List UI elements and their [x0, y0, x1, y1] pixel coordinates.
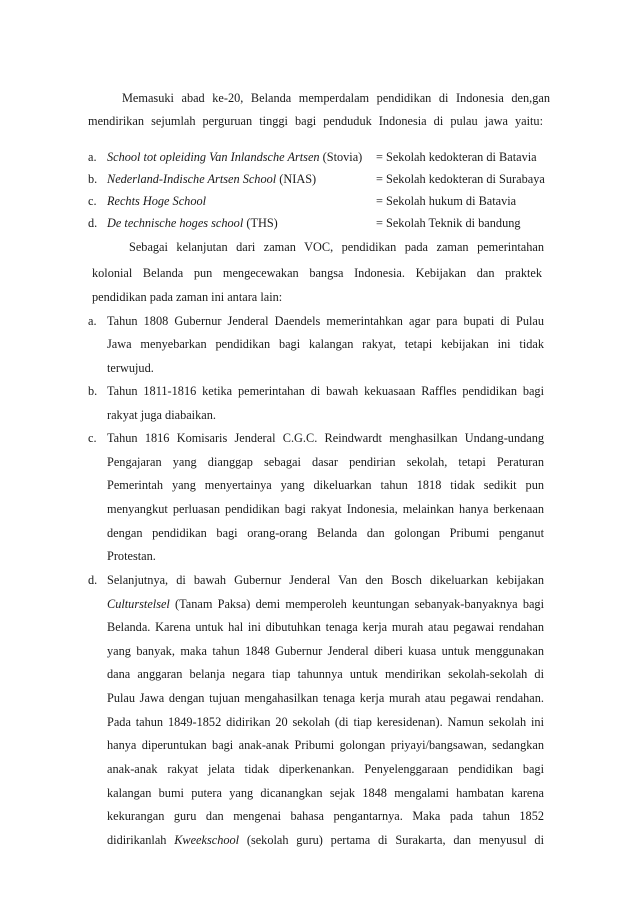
point-d-line — [107, 597, 544, 612]
kweekschool-term: Kweekschool — [174, 833, 240, 847]
point-d-line: Pada tahun 1849-1852 didirikan 20 sekolah (di tiap keresidenan). Namun sekolah ini — [107, 715, 544, 729]
point-d-line-rest: (Tanam Paksa) demi memperoleh keuntungan sebanyak-banyaknya bagi — [169, 597, 544, 611]
para2-line-1: Sebagai kelanjutan dari zaman VOC, pendidikan pada zaman pemerintahan — [129, 240, 544, 254]
list-label: d. — [88, 573, 98, 587]
school-abbr: (NIAS) — [279, 172, 317, 186]
school-name-italic: De technische hoges school — [107, 216, 244, 230]
school-desc: = Sekolah Teknik di bandung — [376, 216, 521, 230]
point-d-line: kekurangan guru dan mengenai bahasa pengantarnya. Maka pada tahun 1852 — [107, 809, 544, 823]
school-name-italic: Nederland-Indische Artsen School — [107, 172, 277, 186]
list-label: a. — [88, 150, 97, 164]
point-c-line: dengan pendidikan bagi orang-orang Belanda dan golongan Pribumi penganut — [107, 526, 544, 540]
school-desc: = Sekolah kedokteran di Surabaya — [376, 172, 545, 186]
point-d-line: yang banyak, maka tahun 1848 Gubernur Jenderal diberi kuasa untuk menggunakan — [107, 644, 544, 658]
point-d-line: anak-anak rakyat jelata tidak diperkenankan. Penyelenggaraan pendidikan bagi — [107, 762, 544, 776]
school-name — [107, 172, 316, 187]
point-c-line: menyangkut perluasan pendidikan bagi rakyat Indonesia, melainkan hanya berkenaan — [107, 502, 544, 516]
school-name — [107, 150, 362, 165]
school-name-italic: School tot opleiding Van Inlandsche Artsen — [107, 150, 320, 164]
point-d-line: Belanda. Karena untuk hal ini dibutuhkan tenaga kerja murah atau pegawai rendahan — [107, 620, 544, 634]
para2-line-2: kolonial Belanda pun mengecewakan bangsa Indonesia. Kebijakan dan praktek — [92, 266, 542, 280]
point-b-line: Tahun 1811-1816 ketika pemerintahan di bawah kekuasaan Raffles pendidikan bagi — [107, 384, 544, 398]
culturstelsel-term: Culturstelsel — [107, 597, 170, 611]
point-a-line: Jawa menyebarkan pendidikan bagi kalangan rakyat, tetapi kebijakan ini tidak — [107, 337, 544, 351]
point-d-line — [107, 833, 544, 848]
list-label: d. — [88, 216, 98, 230]
point-d-line: Selanjutnya, di bawah Gubernur Jenderal Van den Bosch dikeluarkan kebijakan — [107, 573, 544, 587]
point-d-last-pre: didirikanlah — [107, 833, 175, 847]
school-desc: = Sekolah kedokteran di Batavia — [376, 150, 537, 164]
point-d-line: Pulau Jawa dengan tujuan mengahasilkan tenaga kerja murah atau pegawai rendahan. — [107, 691, 544, 705]
school-name — [107, 216, 278, 231]
list-label: b. — [88, 172, 98, 186]
point-d-line: kalangan bumi putera yang dicanangkan sejak 1848 mengalami hambatan karena — [107, 786, 544, 800]
list-label: b. — [88, 384, 98, 398]
point-b-line: rakyat juga diabaikan. — [107, 408, 216, 422]
point-c-line: Protestan. — [107, 549, 156, 563]
intro-line-1: Memasuki abad ke-20, Belanda memperdalam pendidikan di Indonesia den,gan — [122, 91, 550, 105]
school-desc: = Sekolah hukum di Batavia — [376, 194, 517, 208]
school-abbr: (THS) — [246, 216, 278, 230]
point-a-line: Tahun 1808 Gubernur Jenderal Daendels memerintahkan agar para bupati di Pulau — [107, 314, 544, 328]
list-label: c. — [88, 194, 97, 208]
school-name-italic: Rechts Hoge School — [107, 194, 207, 208]
point-a-line: terwujud. — [107, 361, 154, 375]
point-d-last-post: (sekolah guru) pertama di Surakarta, dan menyusul di — [239, 833, 544, 847]
school-name — [107, 194, 206, 209]
point-c-line: Tahun 1816 Komisaris Jenderal C.G.C. Reindwardt menghasilkan Undang-undang — [107, 431, 544, 445]
point-d-line: hanya diperuntukan bagi anak-anak Pribumi golongan priyayi/bangsawan, sedangkan — [107, 738, 544, 752]
list-label: a. — [88, 314, 97, 328]
point-d-line: dana anggaran belanja negara tiap tahunnya untuk mendirikan sekolah-sekolah di — [107, 667, 544, 681]
school-abbr: (Stovia) — [322, 150, 363, 164]
para2-line-3: pendidikan pada zaman ini antara lain: — [92, 290, 283, 304]
intro-line-2: mendirikan sejumlah perguruan tinggi bagi penduduk Indonesia di pulau jawa yaitu: — [88, 114, 543, 128]
list-label: c. — [88, 431, 97, 445]
point-c-line: Pengajaran yang dianggap sebagai dasar pendirian sekolah, tetapi Peraturan — [107, 455, 544, 469]
point-c-line: Pemerintah yang menyertainya yang dikeluarkan tahun 1818 tidak sedikit pun — [107, 478, 544, 492]
